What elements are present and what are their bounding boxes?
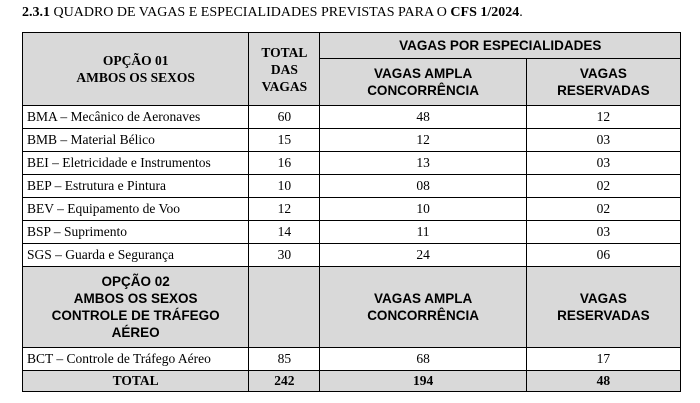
option2-total-header-cell [249, 267, 320, 348]
ampla-value: 11 [320, 221, 526, 244]
specialty-name: SGS – Guarda e Segurança [23, 244, 249, 267]
total-header-line1: TOTAL [261, 44, 308, 60]
section-title-course: CFS 1/2024 [450, 5, 520, 20]
reservadas-value: 02 [526, 175, 680, 198]
option2-ampla-line1: VAGAS AMPLA [373, 291, 473, 306]
total-row [23, 371, 681, 392]
total-value: 30 [249, 244, 320, 267]
ampla-value: 08 [320, 175, 526, 198]
specialty-name: BCT – Controle de Tráfego Aéreo [23, 348, 249, 371]
total-header-line3: VAGAS [261, 78, 308, 94]
table-row [23, 175, 681, 198]
total-row-reservadas: 48 [526, 371, 680, 392]
specialty-name: BEP – Estrutura e Pintura [23, 175, 249, 198]
total-header-line2: DAS [270, 61, 298, 77]
ampla-value: 12 [320, 129, 526, 152]
specialty-name: BEI – Eletricidade e Instrumentos [23, 152, 249, 175]
ampla-value: 24 [320, 244, 526, 267]
option1-label: OPÇÃO 01 [102, 53, 169, 68]
total-value: 14 [249, 221, 320, 244]
reservadas-value: 17 [526, 348, 680, 371]
reservadas-value: 03 [526, 129, 680, 152]
ampla-header-line1: VAGAS AMPLA [373, 66, 473, 81]
table-row [23, 129, 681, 152]
table-row [23, 152, 681, 175]
ampla-header-line2: CONCORRÊNCIA [367, 83, 479, 98]
reservadas-header-cell [526, 59, 680, 106]
reservadas-value: 12 [526, 106, 680, 129]
reservadas-value: 06 [526, 244, 680, 267]
specialties-header: VAGAS POR ESPECIALIDADES [320, 33, 681, 59]
reservadas-value: 02 [526, 198, 680, 221]
option1-header-cell [23, 33, 249, 106]
specialty-name: BEV – Equipamento de Voo [23, 198, 249, 221]
option2-reservadas-header-cell [526, 267, 680, 348]
option2-ampla-header-cell [320, 267, 526, 348]
reservadas-header-line1: VAGAS [579, 66, 627, 81]
reservadas-header-line2: RESERVADAS [557, 83, 650, 98]
table-row [23, 244, 681, 267]
table-row [23, 106, 681, 129]
specialty-name: BMB – Material Bélico [23, 129, 249, 152]
reservadas-value: 03 [526, 221, 680, 244]
option2-reservadas-line1: VAGAS [579, 291, 627, 306]
option2-label: OPÇÃO 02 [101, 274, 170, 289]
ampla-value: 13 [320, 152, 526, 175]
section-heading [22, 5, 523, 21]
total-row-ampla: 194 [320, 371, 526, 392]
table-row [23, 198, 681, 221]
option2-reservadas-line2: RESERVADAS [557, 308, 650, 323]
section-title: QUADRO DE VAGAS E ESPECIALIDADES PREVISTAS PARA O [53, 5, 447, 20]
table-row [23, 348, 681, 371]
specialty-name: BSP – Suprimento [23, 221, 249, 244]
total-value: 16 [249, 152, 320, 175]
section-number: 2.3.1 [22, 5, 50, 20]
table-row [23, 221, 681, 244]
vacancies-table [22, 32, 681, 392]
ampla-header-cell [320, 59, 526, 106]
option1-sex-label: AMBOS OS SEXOS [76, 70, 195, 85]
ampla-value: 10 [320, 198, 526, 221]
specialty-name: BMA – Mecânico de Aeronaves [23, 106, 249, 129]
option2-header-cell [23, 267, 249, 348]
reservadas-value: 03 [526, 152, 680, 175]
total-header-cell [249, 33, 320, 106]
total-value: 60 [249, 106, 320, 129]
total-value: 12 [249, 198, 320, 221]
option2-ampla-line2: CONCORRÊNCIA [367, 308, 479, 323]
ampla-value: 68 [320, 348, 526, 371]
total-value: 10 [249, 175, 320, 198]
option2-specialty-line2: AÉREO [111, 325, 160, 340]
option2-sex-label: AMBOS OS SEXOS [73, 291, 198, 306]
total-value: 85 [249, 348, 320, 371]
total-value: 15 [249, 129, 320, 152]
option2-specialty-line1: CONTROLE DE TRÁFEGO [51, 308, 220, 323]
total-row-total: 242 [249, 371, 320, 392]
ampla-value: 48 [320, 106, 526, 129]
total-row-label: TOTAL [23, 371, 249, 392]
section-title-period: . [519, 5, 523, 20]
